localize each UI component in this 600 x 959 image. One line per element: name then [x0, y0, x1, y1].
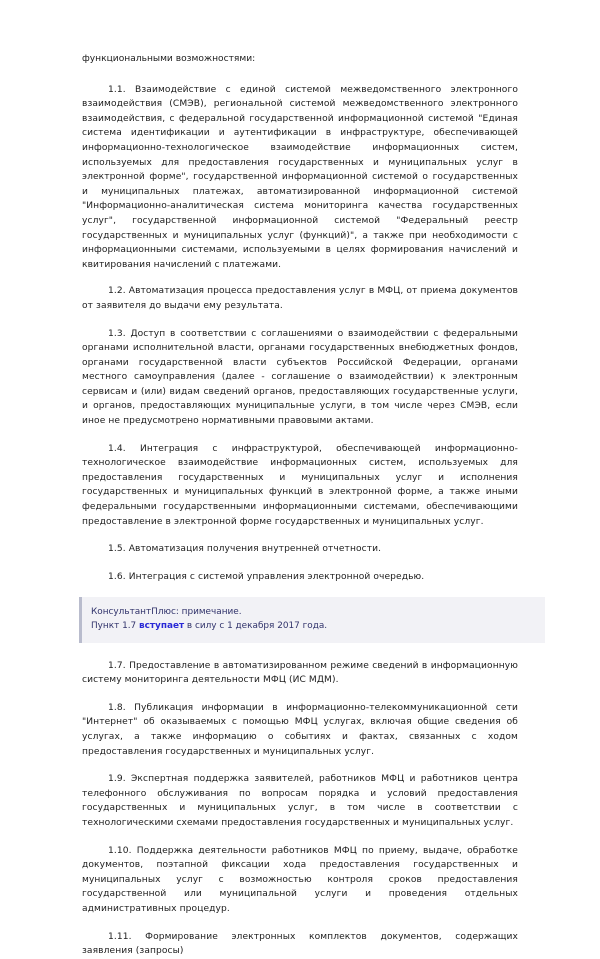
clause-1-5: 1.5. Автоматизация получения внутренней отчетности. — [108, 544, 382, 555]
note-body — [91, 620, 535, 634]
clause-1-6: 1.6. Интеграция с системой управления электронной очередью. — [108, 571, 425, 582]
clause-1-1: 1.1. Взаимодействие с единой системой межведомственного электронного взаимодействия (СМЭВ), региональной системой межведомственного электронного взаимодействия, с федеральной государственной информационной системой "Единая система идентификации и аутентификации в инфраструктуре, обеспечивающей информационно-технологическое взаимодействие информационных систем, используемых для предоставления государственных и муниципальных услуг в электронной форме", государственной информационной системой о государственных и муниципальных платежах, автоматизированной информационной системой "Информационно-аналитическая система мониторинга качества государственных услуг", государственной информационной системой "Федеральный реестр государственных и муниципальных услуг (функций)", а также при необходимости с информационными системами, используемыми в целях формирования начислений и квитирования начислений с платежами. — [82, 84, 518, 270]
clause-1-8: 1.8. Публикация информации в информационно-телекоммуникационной сети "Интернет" об оказываемых с помощью МФЦ услугах, включая общие сведения об услугах, а также информацию о событиях и фактах, связанных с ходом предоставления государственных и муниципальных услуг. — [82, 702, 518, 757]
note-body-suffix: в силу с 1 декабря 2017 года. — [184, 621, 328, 631]
document-body — [82, 52, 518, 959]
clause-1-9: 1.9. Экспертная поддержка заявителей, работников МФЦ и работников центра телефонного обслуживания по вопросам порядка и условий предоставления государственных и муниципальных услуг, в том числе в соответствии с технологическими схемами предоставления государственных и муниципальных услуг. — [82, 774, 518, 828]
lead-paragraph: функциональными возможностями: — [82, 54, 256, 64]
consultant-plus-note — [79, 597, 545, 642]
clause-1-3: 1.3. Доступ в соответствии с соглашениями о взаимодействии с федеральными органами исполнительной власти, органами государственных внебюджетных фондов, органами государственной власти субъектов Российской Федерации, органами местного самоуправления (далее - соглашение о взаимодействии) к электронным сервисам и (или) видам сведений органов, предоставляющих государственные услуги, и органов, предоставляющих муниципальные услуги, в том числе через СМЭВ, если иное не предусмотрено нормативными правовыми актами. — [82, 328, 518, 427]
note-title: КонсультантПлюс: примечание. — [91, 607, 242, 618]
clause-1-7: 1.7. Предоставление в автоматизированном режиме сведений в информационную систему мониторинга деятельности МФЦ (ИС МДМ). — [82, 660, 518, 686]
note-body-prefix: Пункт 1.7 — [91, 621, 140, 631]
note-body-link[interactable]: вступает — [139, 621, 185, 631]
clause-1-4: 1.4. Интеграция с инфраструктурой, обеспечивающей информационно-технологическое взаимодействие информационных систем, используемых для предоставления государственных и муниципальных услуг и исполнения государственных и муниципальных функций в электронной форме, а также иными федеральными государственными информационными системами, обеспечивающими предоставление в электронной форме государственных и муниципальных услуг. — [82, 443, 518, 527]
clause-1-2: 1.2. Автоматизация процесса предоставления услуг в МФЦ, от приема документов от заявителя до выдачи ему результата. — [82, 286, 518, 311]
clause-1-10: 1.10. Поддержка деятельности работников МФЦ по приему, выдаче, обработке документов, поэтапной фиксации хода предоставления государственных и муниципальных услуг с возможностью контроля сроков предоставления государственной или муниципальной услуги и проведения отдельных административных процедур. — [82, 845, 518, 914]
clause-1-11: 1.11. Формирование электронных комплектов документов, содержащих заявления (запросы) — [82, 931, 518, 957]
